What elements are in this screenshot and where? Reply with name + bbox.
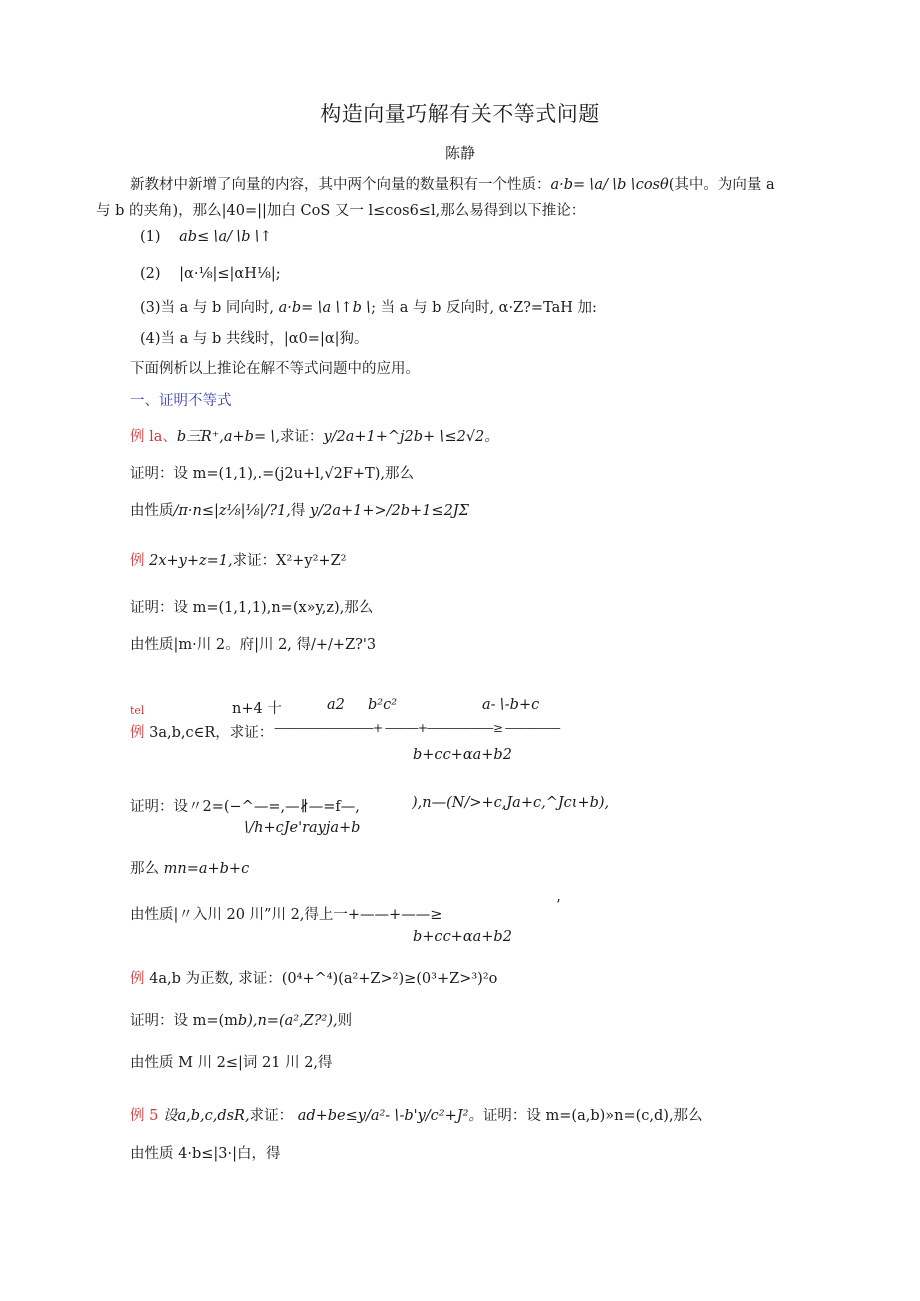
example-3-numerator-d: a-∖-b+c (482, 697, 540, 713)
example-label: 例 (130, 553, 145, 569)
page-title: 构造向量巧解有关不等式问题 (320, 102, 600, 126)
denominator: 2 (502, 929, 512, 945)
intro-tail: (其中。为向量 a (668, 177, 775, 193)
corollary-formula: |α·⅛|≤|αH⅛|; (179, 266, 281, 282)
corollary-1 (140, 229, 272, 245)
example-3-tel: tel (130, 704, 145, 717)
denominator: c+α (442, 747, 473, 763)
example-label: 例 (130, 1108, 145, 1124)
corollary-text: ; 当 a 与 b 反向时, α·Z?=TaH 加: (371, 300, 597, 316)
example-formula-2: ad+be≤y/a²-∖-b'y/c²+J²。 (297, 1108, 483, 1124)
example-3-denominators-2 (413, 929, 512, 945)
example-5-statement (130, 1104, 703, 1125)
corollary-3 (140, 296, 597, 317)
denominator: c+α (442, 929, 473, 945)
corollary-2 (140, 266, 281, 282)
example-tail: 证明：设 m=(a,b)»n=(c,d),那么 (482, 1108, 703, 1124)
example-3-property-mark: ’ (556, 898, 561, 914)
example-4-proof (130, 1009, 352, 1030)
example-2-statement (130, 549, 346, 570)
property-tail: 得 (290, 503, 306, 519)
example-formula: b三R⁺,a+b=∖, (176, 429, 280, 445)
example-3-numerator-c: b²c² (368, 697, 398, 713)
example-label: 例 (130, 725, 145, 741)
transition-text: 下面例析以上推论在解不等式问题中的应用。 (130, 361, 420, 377)
example-3-proof (130, 795, 360, 816)
property-text: 由性质 (130, 503, 174, 519)
then-text: 那么 (130, 861, 159, 877)
example-text: 3a,b,c∈R，求证： (149, 725, 274, 741)
example-text: 4a,b 为正数, 求证：(0⁴+^⁴)(a²+Z>²)≥(0³+Z>³)²o (149, 971, 498, 987)
example-number: la、 (149, 429, 177, 445)
intro-text: 新教材中新增了向量的内容，其中两个向量的数量积有一个性质： (130, 177, 551, 193)
example-5-property: 由性质 4·b≤|3·|白，得 (130, 1146, 281, 1162)
example-3-denominators (413, 747, 512, 763)
intro-line-2: 与 b 的夹角)，那么|40=||加白 CoS 又一 l≤cos6≤l,那么易得到以下推论： (96, 203, 586, 219)
denominator: a+b (472, 747, 503, 763)
proof-tail: 则 (337, 1013, 353, 1029)
example-4-property: 由性质 M 川 2≤|词 21 川 2,得 (130, 1055, 333, 1071)
intro-line-1 (130, 173, 775, 194)
example-3-statement (130, 721, 273, 742)
proof-text: 证明：设〃2=(−^—=,—∦—=f—, (130, 799, 360, 815)
example-2-proof: 证明：设 m=(1,1,1),n=(x»y,z),那么 (130, 600, 374, 616)
denominator: a+b (472, 929, 503, 945)
example-3-then (130, 857, 249, 878)
corollary-num: (3) (140, 300, 161, 316)
intro-formula: a·b=∖a/∖b∖cosθ (550, 177, 669, 193)
example-formula-2: y/2a+1+^j2b+∖≤2√2。 (323, 429, 499, 445)
corollary-text: 当 a 与 b 同向时, (160, 300, 275, 316)
corollary-formula: ab≤∖a/∖b∖↑ (179, 229, 272, 245)
example-3-numerator-b: a2 (327, 697, 345, 713)
corollary-4 (140, 327, 369, 348)
denominator: 2 (502, 747, 512, 763)
corollary-num: (4) (140, 331, 161, 347)
example-3-proof-formula: ),n—(N/>+c,Ja+c,^Jcι+b), (412, 795, 610, 811)
corollary-formula: a·b=∖a∖↑b∖ (278, 300, 372, 316)
example-4-statement (130, 967, 497, 988)
example-1-statement (130, 425, 499, 446)
corollary-text: 当 a 与 b 共线时，|α0=|α|狗。 (160, 331, 369, 347)
example-label: 例 (130, 971, 145, 987)
example-formula: 2x+y+z=1, (149, 553, 233, 569)
example-text: 求证： (232, 553, 277, 569)
denominator: b+c (413, 747, 443, 763)
proof-text: 证明：设 m=(m (130, 1013, 238, 1029)
example-2-property: 由性质|m·川 2。府|川 2, 得/+/+Z?'3 (130, 637, 377, 653)
example-1-proof: 证明：设 m=(1,1),.=(j2u+l,√2F+T),那么 (130, 466, 414, 482)
denominator: b+c (413, 929, 443, 945)
property-formula: ∕π·n≤|z⅛|⅛|/?1, (173, 503, 291, 519)
proof-formula: b),n=(a²,Z?²), (237, 1013, 338, 1029)
example-label: 例 (130, 429, 145, 445)
example-3-numerator-a: n+4 十 (232, 701, 282, 717)
corollary-num: (2) (140, 266, 161, 282)
section-heading: 一、证明不等式 (130, 393, 232, 409)
example-3-proof-subline: ∖/h+cJe'rayja+b (240, 820, 361, 836)
author-name: 陈静 (444, 144, 475, 162)
example-1-property (130, 499, 469, 520)
example-3-property: 由性质|〃入川 20 川”川 2,得上一+——+——≥ (130, 907, 443, 923)
property-formula-2: y/2a+1+>/2b+1≤2JΣ (310, 503, 469, 519)
example-formula-2: X²+y²+Z² (276, 553, 347, 569)
example-number: 5 (149, 1108, 159, 1124)
corollary-num: (1) (140, 229, 161, 245)
example-formula: 设a,b,c,dsR, (162, 1108, 250, 1124)
example-text: 求证： (279, 429, 324, 445)
example-text: 求证： (249, 1108, 294, 1124)
example-3-fraction-bar: —————————+ ———+——————≥ ————— (274, 721, 560, 735)
then-formula: mn=a+b+c (163, 861, 250, 877)
